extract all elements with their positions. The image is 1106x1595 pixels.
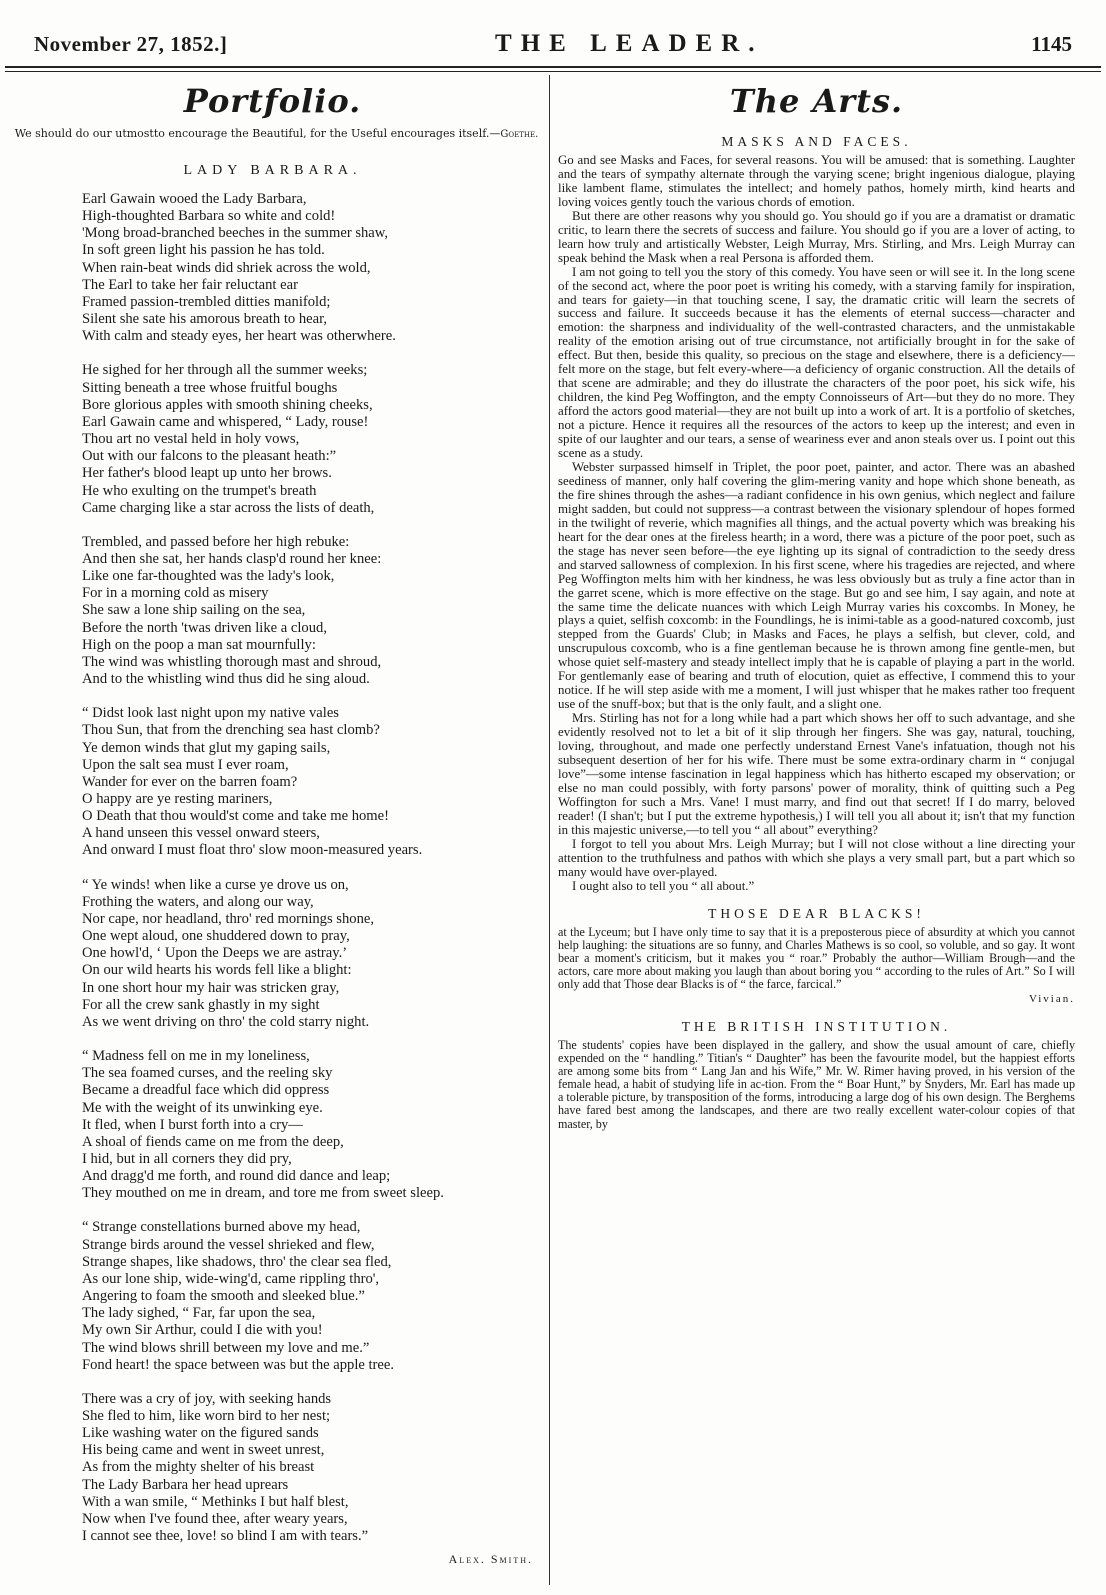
page-number: 1145 <box>1031 32 1072 56</box>
poem-line: Angering to foam the smooth and sleeked blue.” <box>82 1288 365 1305</box>
poem-line: Strange birds around the vessel shrieked and flew, <box>82 1236 375 1253</box>
poem-line: Me with the weight of its unwinking eye. <box>82 1099 323 1116</box>
poem-line: Like one far-thoughted was the lady's look, <box>82 568 335 585</box>
poem-line: The sea foamed curses, and the reeling sky <box>82 1065 333 1082</box>
poem-line: “ Didst look last night upon my native vales <box>82 705 339 722</box>
poem-line: Ye demon winds that glut my gaping sails, <box>82 739 331 756</box>
poem-line: As we went driving on thro' the cold starry night. <box>82 1013 370 1030</box>
poem-title: LADY BARBARA. <box>183 163 362 178</box>
poem-line: Came charging like a star across the lists of death, <box>82 499 375 516</box>
poem-line: For all the crew sank ghastly in my sight <box>82 996 320 1013</box>
poem-stanza <box>82 877 545 1031</box>
poem-line: The Lady Barbara her head uprears <box>82 1476 289 1493</box>
poem-line: She saw a lone ship sailing on the sea, <box>82 602 306 619</box>
poem-line: Earl Gawain wooed the Lady Barbara, <box>82 191 307 207</box>
article-paragraph: I am not going to tell you the story of this comedy. You have seen or will see it. In the long scene of the second act, where the poor poet is writing his comedy, with a starving family for inspiration, and tears for gaiety—in that touching scene, I say, the dramatic critic will learn the secrets of success and failure. It succeeds because it has the elements of eternal success—character and emotion: the sharpness and individuality of the well-contrasted characters, and the unmistakable reality of the emotion arising out of true circumstance, not artificially brought in for the sake of effect. But then, beside this quality, so precious on the stage and elsewhere, there is a deficiency—felt more on the stage, but felt every-where—a deficiency of organic construction. All the details of that scene are admirable; and they do illustrate the characters of the poor poet, his sick wife, his children, the kind Peg Woffington, and the empty Connoisseurs of Art—but they do no more. They afford the actors good material—they are not built up into a work of art. It is a portfolio of sketches, not a picture. Hence it requires all the resources of the actors to keep up the interest; and even in spite of our laughter and our tears, a sense of weariness ever and anon steals over us. I point out this scene as a study. <box>558 264 1075 461</box>
poem-line: Fond heart! the space between was but the apple tree. <box>82 1356 395 1373</box>
poem-line: I cannot see thee, love! so blind I am with tears.” <box>82 1528 369 1545</box>
dear-blacks-paragraph: at the Lyceum; but I have only time to say that it is a preposterous piece of absurdity at which you cannot help laughing: the situations are so funny, and Charles Mathews is so cool, so voluble, and so gay. It wont bear a moment's criticism, but it makes you “ roar.” Probably the author—William Brough—and the actors, care more about making you laugh than about boring you “ according to the rules of Art.” So I will only add that Those dear Blacks is of “ the farce, farcical.” <box>558 924 1075 991</box>
dear-blacks-article <box>558 926 1075 991</box>
poem-line: My own Sir Arthur, could I die with you! <box>82 1322 323 1339</box>
poem-line: He who exulting on the trumpet's breath <box>82 482 317 499</box>
poem-line: One wept aloud, one shuddered down to pray, <box>82 928 350 945</box>
poem-line: Earl Gawain came and whispered, “ Lady, rouse! <box>82 413 369 430</box>
poem-line: O Death that thou would'st come and take me home! <box>82 808 389 825</box>
poem-line: Like washing water on the figured sands <box>82 1425 319 1442</box>
poem-line: She fled to him, like worn bird to her nest; <box>82 1408 331 1424</box>
article-paragraph: Go and see Masks and Faces, for several reasons. You will be amused: that is something. Laughter and the tears of sympathy alternate through the varying scene; bright ingenious dialogue, playing like lambent flame, stimulates the intellect; and homely pathos, homely mirth, kind hearts and loving voices gently touch the various chords of emotion. <box>558 153 1075 209</box>
poem-line: The wind blows shrill between my love and me.” <box>82 1339 370 1356</box>
poem-line: “ Ye winds! when like a curse ye drove us on, <box>82 876 349 893</box>
dear-blacks-title: THOSE DEAR BLACKS! <box>708 905 925 921</box>
poem-line: One howl'd, ‘ Upon the Deeps we are astray.’ <box>82 945 348 962</box>
poem-line: On our wild hearts his words fell like a blight: <box>82 962 352 979</box>
poem-line: The Earl to take her fair reluctant ear <box>82 276 298 293</box>
british-institution-paragraph: The students' copies have been displayed in the gallery, and show the usual amount of care, chiefly expended on the “ handling.” Titian's “ Daughter” has been the favourite model, but the happiest efforts are among some bits from “ Lang Jan and his Wife,” Mr. W. Rimer having proved, in his version of the female head, a habit of studying life in ac-tion. From the “ Boar Hunt,” by Snyders, Mr. Earl has made up a tolerable picture, by transposition of the forms, introducing a large dog of his own design. The Berghems have fared best among the landscapes, and there are two really excellent water-colour copies of that master, by <box>558 1037 1075 1131</box>
poem-line: The wind was whistling thorough mast and shroud, <box>82 653 382 670</box>
poem-line: 'Mong broad-branched beeches in the summer shaw, <box>82 225 389 242</box>
motto <box>8 128 545 141</box>
dear-blacks-author: Vivian. <box>1028 992 1075 1005</box>
poem-line: Before the north 'twas driven like a cloud, <box>82 619 327 636</box>
poem-line: Bore glorious apples with smooth shining cheeks, <box>82 396 373 413</box>
poem-line: Upon the salt sea must I ever roam, <box>82 756 289 773</box>
poem-stanza <box>82 362 545 516</box>
poem-line: They mouthed on me in dream, and tore me from sweet sleep. <box>82 1185 444 1202</box>
poem-line: A shoal of fiends came on me from the deep, <box>82 1133 344 1150</box>
article-paragraph: Webster surpassed himself in Triplet, the poor poet, painter, and actor. There was an abashed seediness of manner, only half covering the glim-mering vanity and hope which shone beneath, as the fire shines through the ashes—a radiant confidence in his own genius, which neglect and failure might sadden, but could not suppress—a contrast between the visionary splendour of hopes formed in the twilight of reverie, which magnifies all things, and the actual poverty which was breaking his heart for the dear ones at the fireless hearth; in a word, there was a picture of the poor poet, such as the stage has never seen before—the eye lighting up its signal of contradiction to the seedy dress and starved sallowness of complexion. In his first scene, where his tragedies are rejected, and where Peg Woffington melts him with her kindness, he was less obviously but as truly a fine actor than in the garret scene, which is more effective on the stage. But go and see him, I say again, and note at the same time the delicate nuances with which Leigh Murray varies his coxcombs. In Money, he plays a quiet, selfish coxcomb: in the Foundlings, he is inimi-table as a good-natured coxcomb, just stepped from the Guards' Club; in Masks and Faces, he plays a selfish, but clever, cold, and unscrupulous coxcomb, who is a fine gentleman because he is thrown among fine gentle-men, but whose quiet self-mastery and steady intellect imply that he is capable of playing a part in the world. For gentlemanly ease of bearing and truth of elocution, quiet as effective, I commend this to your notice. If he will step aside with me a moment, I will just whisper that he makes rather too frequent use of the snuff-box; but that is the only fault, and a slight one. <box>558 459 1075 712</box>
poem-line: When rain-beat winds did shriek across the wold, <box>82 259 371 276</box>
poem-line: “ Strange constellations burned above my head, <box>82 1219 361 1236</box>
poem-line: There was a cry of joy, with seeking hands <box>82 1390 332 1407</box>
poem-line: It fled, when I burst forth into a cry— <box>82 1116 303 1133</box>
poem <box>82 191 545 1545</box>
british-institution-title: THE BRITISH INSTITUTION. <box>681 1018 952 1034</box>
poem-line: Framed passion-trembled ditties manifold; <box>82 293 331 310</box>
poem-line: And dragg'd me forth, and round did dance and leap; <box>82 1168 391 1185</box>
poem-line: Now when I've found thee, after weary years, <box>82 1510 348 1527</box>
poem-stanza <box>82 1219 545 1373</box>
masthead-rule-thin <box>5 71 1101 72</box>
poem-line: High on the poop a man sat mournfully: <box>82 636 316 653</box>
poem-line: Thou art no vestal held in holy vows, <box>82 431 300 448</box>
poem-line: Wander for ever on the barren foam? <box>82 773 298 790</box>
poem-line: And to the whistling wind thus did he sing aloud. <box>82 671 370 688</box>
poem-author: Alex. Smith. <box>448 1552 533 1567</box>
motto-source: Goethe. <box>500 129 539 140</box>
poem-stanza <box>82 1391 545 1545</box>
poem-line: He sighed for her through all the summer weeks; <box>82 362 368 379</box>
arts-heading: The Arts. <box>729 82 904 120</box>
poem-line: Frothing the waters, and along our way, <box>82 893 314 910</box>
poem-line: “ Madness fell on me in my loneliness, <box>82 1048 310 1065</box>
poem-line: And then she sat, her hands clasp'd round her knee: <box>82 550 382 567</box>
british-institution-article <box>558 1039 1075 1131</box>
article-paragraph: But there are other reasons why you should go. You should go if you are a dramatist or dramatic critic, to learn there the secrets of success and failure. You should go if you are a lover of acting, to learn how truly and artistically Webster, Leigh Murray, Mrs. Stirling, and Mrs. Leigh Murray can speak behind the Mask when a real Persona is afforded them. <box>558 208 1075 265</box>
article-paragraph: I forgot to tell you about Mrs. Leigh Murray; but I will not close without a line directing your attention to the truthfulness and pathos with which she plays a very small part, but a part which so many would have over-played. <box>558 836 1075 879</box>
poem-line: In soft green light his passion he has told. <box>82 242 325 259</box>
poem-line: A hand unseen this vessel onward steers, <box>82 825 320 842</box>
poem-line: High-thoughted Barbara so white and cold! <box>82 208 336 225</box>
masks-faces-title: MASKS AND FACES. <box>721 134 912 149</box>
poem-line: As from the mighty shelter of his breast <box>82 1459 315 1476</box>
poem-line: Her father's blood leapt up unto her brows. <box>82 465 332 482</box>
issue-date: November 27, 1852.] <box>34 32 228 56</box>
poem-line: Nor cape, nor headland, thro' red mornings shone, <box>82 910 374 927</box>
motto-text: We should do our utmostto encourage the Beautiful, for the Useful encourages itself.— <box>14 127 501 140</box>
masks-faces-article <box>558 154 1075 894</box>
masthead <box>34 30 1072 60</box>
masthead-rule <box>5 66 1101 68</box>
poem-line: O happy are ye resting mariners, <box>82 791 273 807</box>
poem-stanza <box>82 191 545 345</box>
poem-line: Strange shapes, like shadows, thro' the clear sea fled, <box>82 1253 392 1270</box>
poem-line: With a wan smile, “ Methinks I but half blest, <box>82 1493 349 1510</box>
poem-line: As our lone ship, wide-wing'd, came rippling thro', <box>82 1270 380 1287</box>
poem-stanza <box>82 705 545 859</box>
poem-line: In one short hour my hair was stricken gray, <box>82 979 340 996</box>
poem-line: Became a dreadful face which did oppress <box>82 1082 330 1099</box>
poem-line: Out with our falcons to the pleasant heath:” <box>82 448 337 465</box>
poem-stanza <box>82 1048 545 1202</box>
poem-line: Trembled, and passed before her high rebuke: <box>82 533 350 550</box>
poem-stanza <box>82 534 545 688</box>
poem-line: With calm and steady eyes, her heart was otherwhere. <box>82 328 396 345</box>
poem-line: For in a morning cold as misery <box>82 585 269 602</box>
left-column <box>0 80 545 1590</box>
poem-line: The lady sighed, “ Far, far upon the sea, <box>82 1305 316 1322</box>
article-paragraph: Mrs. Stirling has not for a long while had a part which shows her off to such advantage, and she evidently resolved not to let a bit of it slip through her fingers. She was gay, natural, touching, loving, throughout, and made one perfectly understand Ernest Vane's infatuation, though not his subsequent desertion of her for his wife. There must be some extra-ordinary charm in “ conjugal love”—some intense fascination in legal happiness which has hitherto escaped my observation; or else no man could possibly, with forty parsons' power of morality, think of quitting such a Peg Woffington for such a Mrs. Vane! I must marry, and find out that secret! If I do marry, beloved reader! (I shan't; but I put the extreme hypothesis,) I will tell you all about it; isn't that my function in this majestic universe,—to tell you “ all about” everything? <box>558 711 1075 837</box>
poem-line: Silent she sate his amorous breath to hear, <box>82 311 328 328</box>
poem-line: Thou Sun, that from the drenching sea hast clomb? <box>82 722 380 739</box>
portfolio-heading: Portfolio. <box>183 82 362 120</box>
article-paragraph: I ought also to tell you “ all about.” <box>572 878 755 893</box>
poem-line: His being came and went in sweet unrest, <box>82 1442 325 1459</box>
column-divider <box>549 75 550 1585</box>
poem-line: And onward I must float thro' slow moon-measured years. <box>82 842 423 859</box>
right-column <box>558 80 1075 1590</box>
poem-line: I hid, but in all corners they did pry, <box>82 1150 292 1167</box>
poem-line: Sitting beneath a tree whose fruitful boughs <box>82 379 338 396</box>
newspaper-title: THE LEADER. <box>495 30 764 57</box>
